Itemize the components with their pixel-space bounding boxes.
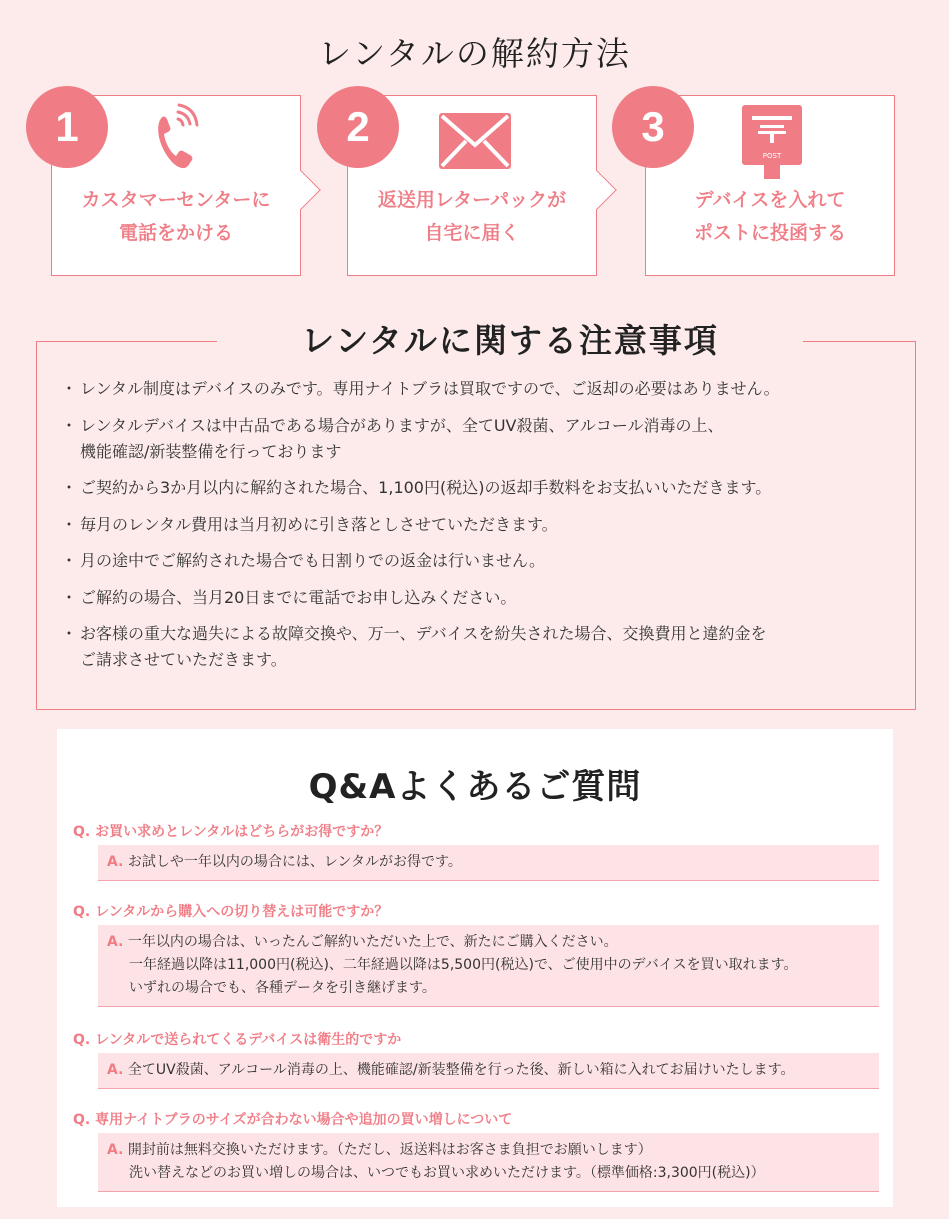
step-text-2: 返送用レターパックが 自宅に届く [377,189,567,244]
answer-1: A. お試しや一年以内の場合には、レンタルがお得です。 [98,845,879,881]
list-item: ・ 毎月のレンタル費用は当月初めに引き落としさせていただきます。 [63,512,903,538]
question-4: Q. 専用ナイトブラのサイズが合わない場合や追加の買い増しについて [73,1112,513,1128]
step-number-3: 3 [612,86,694,168]
envelope-icon [439,113,511,173]
phone-icon [150,98,202,177]
notes-list [63,376,903,684]
question-3: Q. レンタルで送られてくるデバイスは衛生的ですか [73,1032,402,1048]
svg-text:POST: POST [762,152,782,160]
answer-2: A. 一年以内の場合は、いったんご解約いただいた上で、新たにご購入ください。 一年経過以降は11,000円(税込)、二年経過以降は5,500円(税込)で、ご使用中のデバイスを買い取れます。 いずれの場合でも、各種データを引き継げます。 [98,925,879,1007]
step-number-1: 1 [26,86,108,168]
step-text-3: デバイスを入れて ポストに投函する [693,189,846,244]
qa-panel [57,729,893,1207]
cancel-title: レンタルの解約方法 [318,34,631,73]
list-item: ・ レンタルデバイスは中古品である場合がありますが、全てUV殺菌、アルコール消毒の上、 機能確認/新装整備を行っております [63,413,903,465]
notes-title: レンタルに関する注意事項 [301,321,719,360]
question-1: Q. お買い求めとレンタルはどちらがお得ですか？ [73,824,389,840]
list-item: ・ お客様の重大な過失による故障交換や、万一、デバイスを紛失された場合、交換費用と違約金を ご請求させていただきます。 [63,621,903,673]
notes-title-wrap [217,318,803,366]
list-item: ・ ご契約から3か月以内に解約された場合、1,100円(税込)の返却手数料をお支払いいただきます。 [63,475,903,501]
notes-panel [36,321,916,710]
list-item: ・ ご解約の場合、当月20日までに電話でお申し込みください。 [63,585,903,611]
answer-3: A. 全てUV殺菌、アルコール消毒の上、機能確認/新装整備を行った後、新しい箱に入れてお届けいたします。 [98,1053,879,1089]
step-number-2: 2 [317,86,399,168]
post-box-icon [742,105,802,185]
list-item: ・ レンタル制度はデバイスのみです。専用ナイトブラは買取ですので、ご返却の必要はありません。 [63,376,903,402]
qa-title: Q&Aよくあるご質問 [308,767,642,807]
question-2: Q. レンタルから購入への切り替えは可能ですか？ [73,904,389,920]
list-item: ・ 月の途中でご解約された場合でも日割りでの返金は行いません。 [63,548,903,574]
answer-4: A. 開封前は無料交換いただけます。（ただし、返送料はお客さま負担でお願いします） 洗い替えなどのお買い増しの場合は、いつでもお買い求めいただけます。（標準価格:3,300円(税込)） [98,1133,879,1192]
step-text-1: カスタマーセンターに 電話をかける [81,189,271,244]
